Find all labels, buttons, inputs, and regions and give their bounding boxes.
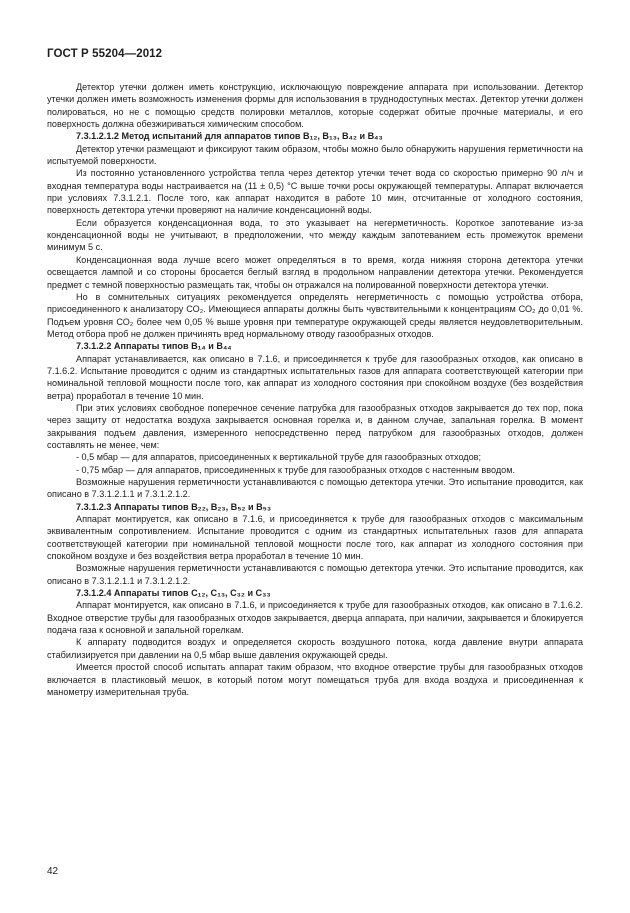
paragraph: Возможные нарушения герметичности устанавливаются с помощью детектора утечки. Это испытание проводится, как описано в 7.3.1.2.1.1 и 7.3.1.2.1.2. — [47, 477, 583, 500]
paragraph: Возможные нарушения герметичности устанавливаются с помощью детектора утечки. Это испытание проводится, как описано в 7.3.1.2.1.1 и 7.3.1.2.1.2. — [47, 563, 583, 586]
list-item: - 0,75 мбар — для аппаратов, присоединенных к трубе для газообразных отходов с настенным вводом. — [76, 464, 515, 475]
paragraph: Аппарат монтируется, как описано в 7.1.6, и присоединяется к трубе для газообразных отходов с максимальным эквивалентным сопротивлением. Испытание проводится с одним из стандартных испытательных газов для аппарата соответствующей категории при номинальной тепловой мощности после того, как аппарат из холодного состояния при спокойном воздухе и без воздействия ветра проработал в течение 10 мин. — [47, 514, 583, 562]
paragraph: При этих условиях свободное поперечное сечение патрубка для газообразных отходов закрывается до тех пор, пока через защиту от недостатка воздуха закрывается основная горелка и, в данном случае, запальная горелка. В момент закрывания подъем давления, измеренного непосредственно перед патрубком для газообразных отходов, должен составлять не менее, чем: — [47, 402, 583, 450]
paragraph: Детектор утечки размещают и фиксируют таким образом, чтобы можно было обнаружить нарушения герметичности на испытуемой поверхности. — [47, 143, 583, 167]
paragraph: Если образуется конденсационная вода, то это указывает на негерметичность. Короткое запотевание из-за конденсационной воды не учитывают, в предположении, что между каждым запотеванием есть промежуток времени минимум 5 с. — [47, 217, 583, 253]
page-header: ГОСТ Р 55204—2012 — [47, 48, 163, 60]
paragraph: Конденсационная вода лучше всего может определяться в то время, когда нижняя сторона детектора утечки освещается лампой и со стороны бросается беглый взгляд в продольном направлении детектора утечки. Рекомендуется предмет с темной поверхностью размещать так, чтобы он отражался на полированной поверхности детектора утечки. — [47, 254, 583, 290]
paragraph: К аппарату подводится воздух и определяется скорость воздушного потока, когда давление внутри аппарата стабилизируется при давлении на 0,5 мбар выше давления окружающей среды. — [47, 637, 583, 660]
paragraph: Из постоянно установленного устройства тепла через детектор утечки течет вода со скоростью примерно 90 л/ч и входная температура воды настраивается на (11 ± 0,5) °С выше точки росы окружающей температуры. Аппарат включается при условиях 7.3.1.2.1. После того, как аппарат находится в работе 10 мин, отсчитанные от холодного состояния, поверхность детектора утечки проверяют на наличие конденсационнй воды. — [47, 168, 583, 216]
section-heading: 7.3.1.2.4 Аппараты типов C₁₂, C₁₃, C₃₂ и C₃₃ — [76, 588, 271, 599]
paragraph: Детектор утечки должен иметь конструкцию, исключающую повреждение аппарата при использовании. Детектор утечки должен иметь возможность изменения формы для использования в труднодоступных местах. Детектор утечки должен полироваться, но не с помощью средств полировки металлов, которые содержат обитые прочные материалы, и его поверхность должна обезжириваться химическим способом. — [47, 82, 583, 130]
paragraph: Но в сомнительных ситуациях рекомендуется определять негерметичность с помощью устройства отбора, присоединенного к анализатору СО₂. Имеющиеся аппараты должны быть чувствительными к концентрациям СО₂ до 0,01 %. Подъем уровня СО₂ более чем 0,05 % выше уровня при температуре окружающей среды является неудовлетворительным. Метод отбора проб не должен причинять вред нормальному отводу газообразных отходов. — [47, 291, 583, 339]
page-number: 42 — [47, 866, 59, 877]
paragraph: Аппарат устанавливается, как описано в 7.1.6, и присоединяется к трубе для газообразных отходов, как описано в 7.1.6.2. Испытание проводится с одним из стандартных испытательных газов для аппарата соответствующей категории при номинальной тепловой мощности после того, как аппарат из холодного состояния при спокойном воздухе (без воздействия ветра) проработал в течение 10 мин. — [47, 353, 583, 401]
document-body — [47, 81, 583, 698]
section-heading: 7.3.1.2.2 Аппараты типов B₁₄ и B₄₄ — [76, 341, 232, 352]
section-heading: 7.3.1.2.3 Аппараты типов B₂₂, B₂₃, B₅₂ и B₅₃ — [76, 501, 272, 512]
paragraph: Имеется простой способ испытать аппарат таким образом, что входное отверстие трубы для газообразных отходов включается в пластиковый мешок, в который потом могут помещаться труба для входа воздуха и присоединенная к манометру измерительная труба. — [47, 662, 583, 697]
list-item: - 0,5 мбар — для аппаратов, присоединенных к вертикальной трубе для газообразных отходов; — [76, 452, 482, 463]
paragraph: Аппарат монтируется, как описано в 7.1.6, и присоединяется к трубе для газообразных отходов, как описано в 7.1.6.2. Входное отверстие трубы для газообразных отходов закрывается, дверца аппарата, при наличии, закрывается и блокируется подача газа к основной и запальной горелкам. — [47, 600, 583, 636]
section-heading: 7.3.1.2.1.2 Метод испытаний для аппаратов типов B₁₂, B₁₃, B₄₂ и B₄₃ — [76, 131, 383, 142]
